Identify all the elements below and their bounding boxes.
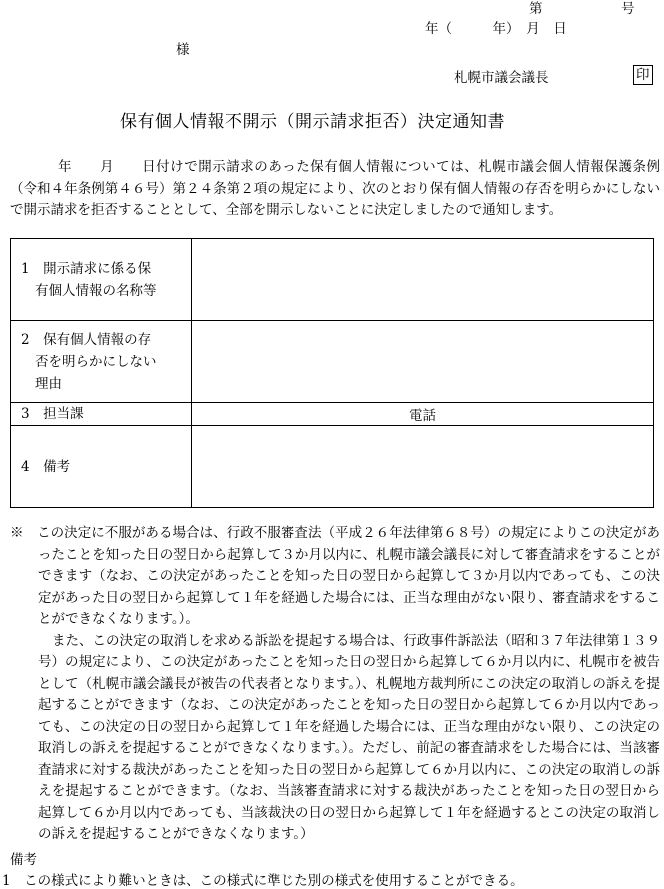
intro-text: 年 月 日付けで開示請求のあった保有個人情報については、札幌市議会個人情報保護条例（令和４年条例第４６号）第２４条第２項の規定により、次のとおり保有個人情報の存否を明らかにしないで開示請求を拒否することとして、全部を開示しないことに決定しましたので通知します。 (10, 159, 660, 218)
row2-label-c: 理由 (35, 375, 62, 392)
label-record-name (11, 239, 192, 321)
document-title: 保有個人情報不開示（開示請求拒否）決定通知書 (120, 112, 505, 132)
phone-label: 電話 (409, 408, 436, 424)
row3-label: 担当課 (43, 406, 84, 422)
row1-num: 1 (21, 260, 30, 277)
remarks-item-text: この様式により難いときは、この様式に準じた別の様式を使用することができる。 (24, 873, 524, 889)
intro-paragraph (10, 157, 660, 222)
row4-num: 4 (21, 458, 30, 475)
row2-num: 2 (21, 331, 30, 348)
note-mark: ※ (10, 525, 24, 541)
row2-label-b: 否を明らかにしない (35, 353, 157, 370)
addressee-suffix: 様 (176, 42, 190, 58)
value-record-name (192, 239, 654, 321)
row3-num: 3 (21, 406, 30, 422)
remarks-heading: 備考 (10, 852, 37, 868)
info-table (10, 238, 654, 508)
remarks-item-num: 1 (2, 873, 11, 889)
value-department (192, 403, 654, 426)
table-row-record-name (11, 239, 654, 321)
row1-label-b: 有個人情報の名称等 (35, 282, 157, 299)
table-row-reason (11, 321, 654, 403)
note-paragraph-2: また、この決定の取消しを求める訴訟を提起する場合は、行政事件訴訟法（昭和３７年法律第１３９号）の規定により、この決定があったことを知った日の翌日から起算して６か月以内に、札幌市を被告として（札幌市議会議長が被告の代表者となります。）、札幌地方裁判所にこの決定の取消しの訴えを提起することができます（なお、この決定があったことを知った日の翌日から起算して６か月以内であっても、この決定の日の翌日から起算して１年を経過した場合には、正当な理由がない限り、この決定の取消しの訴えを提起することができなくなります。）。ただし、前記の審査請求をした場合には、当該審査請求に対する裁決があったことを知った日の翌日から起算して６か月以内に、この決定の取消しの訴えを提起することができます。（なお、当該審査請求に対する裁決があったことを知った日の翌日から起算して６か月以内であっても、当該裁決の日の翌日から起算して１年を経過するとこの決定の取消しの訴えを提起することができなくなります。） (38, 632, 660, 842)
remarks-item (2, 869, 524, 889)
date-line: 年（ 年） 月 日 (425, 21, 567, 37)
note-text-1: この決定に不服がある場合は、行政不服審査法（平成２６年法律第６８号）の規定によりこの決定があったことを知った日の翌日から起算して３か月以内に、札幌市議会議長に対して審査請求をすることができます（なお、この決定があったことを知った日の翌日から起算して３か月以内であっても、この決定があった日の翌日から起算して１年を経過した場合には、正当な理由がない限り、審査請求をすることができなくなります。）。 (37, 525, 661, 627)
appeal-notes (10, 523, 660, 846)
value-remarks (192, 426, 654, 508)
label-reason (11, 321, 192, 403)
label-department (11, 403, 192, 426)
seal-stamp: 印 (633, 65, 653, 85)
issuer-name: 札幌市議会議長 (454, 70, 549, 86)
number-suffix: 号 (621, 1, 635, 17)
note-paragraph-1 (10, 523, 660, 631)
row1-label-a: 開示請求に係る保 (43, 260, 152, 277)
table-row-department (11, 403, 654, 426)
number-prefix: 第 (529, 1, 543, 17)
row2-label-a: 保有個人情報の存 (43, 331, 152, 348)
table-row-remarks (11, 426, 654, 508)
label-remarks (11, 426, 192, 508)
row4-label: 備考 (43, 458, 71, 475)
value-reason (192, 321, 654, 403)
